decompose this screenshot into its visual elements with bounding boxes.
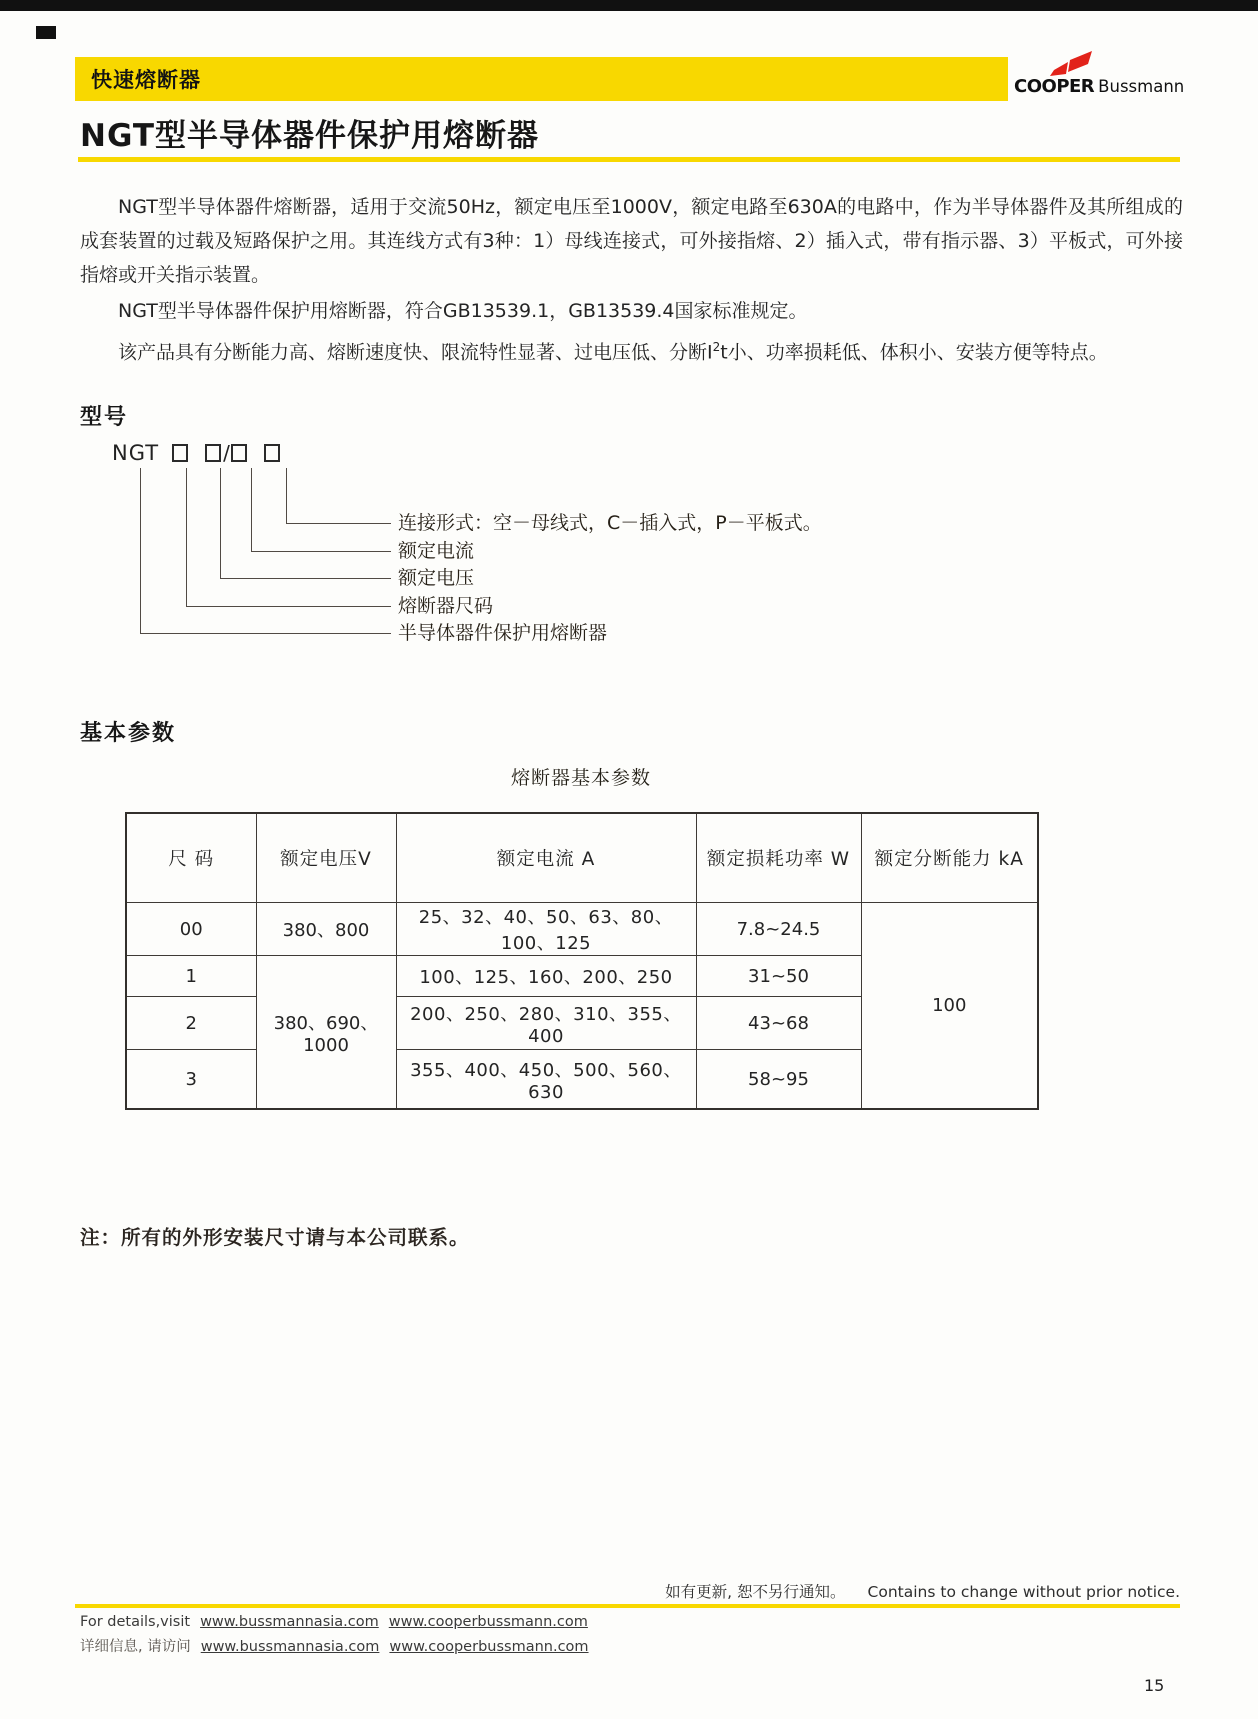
footer-links-cn [80, 1635, 589, 1656]
page-number: 15 [1144, 1676, 1165, 1695]
header-cell-power: 额定损耗功率 W [696, 813, 861, 903]
model-heading: 型号 [80, 405, 129, 430]
model-connector-connection [286, 468, 391, 524]
change-notice-cn: 如有更新, 恕不另行通知。 [665, 1583, 846, 1601]
params-table [125, 812, 1039, 1110]
model-box-current [231, 444, 247, 462]
params-heading: 基本参数 [80, 721, 177, 746]
footer-details-prefix-cn: 详细信息, 请访问 [80, 1639, 191, 1655]
intro-paragraph-3 [80, 330, 1183, 369]
current-cell: 200、250、280、310、355、400 [396, 997, 696, 1050]
header-cell-voltage: 额定电压V [256, 813, 396, 903]
header-cell-breaking: 额定分断能力 kA [861, 813, 1038, 903]
model-label-voltage: 额定电压 [398, 567, 475, 589]
model-prefix: NGT [112, 441, 160, 465]
power-cell: 43~68 [696, 997, 861, 1050]
registration-mark [36, 26, 56, 39]
change-notice [80, 1580, 1180, 1602]
intro-paragraph-3-text: 该产品具有分断能力高、熔断速度快、限流特性显著、过电压低、分断I [118, 341, 713, 364]
footer-url-bussmannasia[interactable]: www.bussmannasia.com [200, 1614, 379, 1630]
footer-links-en [80, 1614, 588, 1630]
intro-paragraph-3-tail: t小、功率损耗低、体积小、安装方便等特点。 [720, 341, 1108, 364]
change-notice-en: Contains to change without prior notice. [867, 1583, 1180, 1601]
table-row [126, 903, 1038, 956]
brand-logo [1014, 50, 1185, 102]
model-box-voltage [205, 444, 221, 462]
header-cell-current: 额定电流 A [396, 813, 696, 903]
page-title: NGT型半导体器件保护用熔断器 [80, 118, 539, 154]
category-banner [75, 57, 1008, 101]
brand-bussmann: Bussmann [1098, 77, 1185, 96]
brand-wordmark [1014, 76, 1184, 97]
model-label-connection: 连接形式：空－母线式，C－插入式，P－平板式。 [398, 512, 822, 534]
footer-url-cooperbussmann[interactable]: www.cooperbussmann.com [388, 1614, 588, 1630]
footer-details-prefix-en: For details,visit [80, 1614, 191, 1630]
model-box-size [172, 444, 188, 462]
breaking-capacity-cell: 100 [861, 903, 1038, 1110]
model-label-size: 熔断器尺码 [398, 595, 494, 617]
size-cell: 3 [126, 1050, 256, 1110]
footer-url-bussmannasia-cn[interactable]: www.bussmannasia.com [200, 1639, 380, 1655]
footer-divider [75, 1604, 1180, 1608]
model-label-current: 额定电流 [398, 540, 475, 562]
size-cell: 1 [126, 956, 256, 997]
intro-paragraph-1: NGT型半导体器件熔断器，适用于交流50Hz，额定电压至1000V，额定电路至630A的电路中，作为半导体器件及其所组成的成套装置的过载及短路保护之用。其连线方式有3种：1）母线连接式，可外接指熔、2）插入式，带有指示器、3）平板式，可外接指熔或开关指示装置。 [80, 196, 1183, 286]
model-box-connection [264, 444, 280, 462]
table-title: 熔断器基本参数 [510, 767, 651, 789]
voltage-cell: 380、690、1000 [256, 956, 396, 1110]
intro-section [80, 190, 1183, 369]
voltage-cell: 380、800 [256, 903, 396, 956]
size-cell: 00 [126, 903, 256, 956]
model-code [112, 440, 280, 466]
footer-url-cooperbussmann-cn[interactable]: www.cooperbussmann.com [389, 1639, 589, 1655]
current-cell: 355、400、450、500、560、630 [396, 1050, 696, 1110]
top-black-bar [0, 0, 1258, 11]
header-cell-size: 尺 码 [126, 813, 256, 903]
i2t-superscript: 2 [712, 340, 721, 354]
table-header-row [126, 813, 1038, 903]
model-label-fuse: 半导体器件保护用熔断器 [398, 622, 608, 644]
current-cell: 100、125、160、200、250 [396, 956, 696, 997]
power-cell: 7.8~24.5 [696, 903, 861, 956]
size-cell: 2 [126, 997, 256, 1050]
power-cell: 31~50 [696, 956, 861, 997]
intro-paragraph-2: NGT型半导体器件保护用熔断器，符合GB13539.1，GB13539.4国家标准规定。 [118, 300, 808, 322]
brand-cooper: COOPER [1014, 76, 1095, 97]
power-cell: 58~95 [696, 1050, 861, 1110]
model-separator: / [223, 441, 230, 465]
title-underline [78, 157, 1180, 162]
note-text: 注：所有的外形安装尺寸请与本公司联系。 [80, 1226, 470, 1249]
category-label: 快速熔断器 [91, 68, 201, 92]
current-cell: 25、32、40、50、63、80、100、125 [396, 903, 696, 956]
